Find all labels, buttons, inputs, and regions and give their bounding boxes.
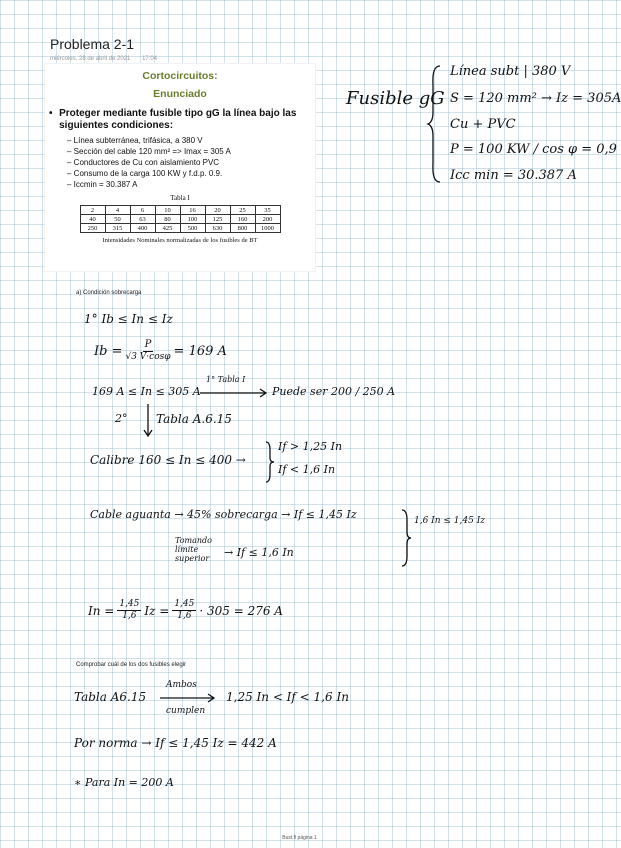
table-cell: 1000 xyxy=(255,224,280,233)
table-cell: 63 xyxy=(130,215,155,224)
table-cell: 10 xyxy=(155,206,180,215)
statement-clip xyxy=(45,64,315,271)
hw-line-7: → If ≤ 1,6 In xyxy=(224,546,294,559)
hw-line-9-bottom: cumplen xyxy=(166,706,206,716)
table-cell: 35 xyxy=(255,206,280,215)
page-footer: Bust.fl página 1 xyxy=(282,835,317,841)
hw-line-6: Cable aguanta → 45% sobrecarga → If ≤ 1,45 Iz xyxy=(90,508,357,521)
hw-line-1: 1° Ib ≤ In ≤ Iz xyxy=(84,312,173,326)
hw-line-3-lhs: 169 A ≤ In ≤ 305 A xyxy=(92,385,201,398)
hw-line-9-top: Ambos xyxy=(166,680,197,690)
ib-lhs: Ib = xyxy=(94,343,123,359)
ib-denominator: √3 V·cosφ xyxy=(125,352,171,362)
bullet-dot-icon: • xyxy=(49,108,53,119)
in-fraction-1 xyxy=(117,600,141,621)
in-f2-den: 1,6 xyxy=(177,611,192,621)
note-line: S = 120 mm² → Iz = 305A xyxy=(450,91,621,106)
table-row xyxy=(80,215,280,224)
fuse-label: Fusible gG xyxy=(346,88,445,109)
hw-line-3-rhs: Puede ser 200 / 250 A xyxy=(272,385,396,398)
in-f1-num: 1,45 xyxy=(119,599,140,609)
table-cell: 315 xyxy=(105,224,130,233)
clip-heading-1: Cortocircuitos: xyxy=(142,70,218,82)
notes-brace-icon xyxy=(428,64,442,184)
hw-line-9-lhs: Tabla A6.15 xyxy=(74,690,147,704)
page-title: Problema 2-1 xyxy=(50,36,135,52)
in-lhs: In = xyxy=(88,603,115,618)
condition-item: – Línea subterránea, trifásica, a 380 V xyxy=(67,135,315,146)
overload-brace-icon xyxy=(402,508,412,568)
down-arrow-icon xyxy=(143,404,153,438)
hw-line-5-b1: If > 1,25 In xyxy=(278,440,343,453)
page-date xyxy=(50,56,167,62)
table-cell: 800 xyxy=(230,224,255,233)
hw-line-10: Por norma → If ≤ 1,45 Iz = 442 A xyxy=(74,736,277,750)
hw-ib-formula xyxy=(94,340,227,362)
long-arrow-icon xyxy=(200,388,270,398)
table-cell: 200 xyxy=(255,215,280,224)
check-note: Comprobar cuál de los dos fusibles elegir xyxy=(76,662,187,668)
in-mid: Iz = xyxy=(144,603,170,618)
table-cell: 250 xyxy=(80,224,105,233)
date-text: miércoles, 28 de abril de 2021 xyxy=(50,56,131,62)
in-rhs: · 305 = 276 A xyxy=(199,603,283,618)
clip-bullet-text: Proteger mediante fusible tipo gG la línea bajo las siguientes condiciones: xyxy=(59,108,297,131)
table-cell: 425 xyxy=(155,224,180,233)
table-cell: 25 xyxy=(230,206,255,215)
table-caption: Tabla I xyxy=(170,194,190,202)
table-cell: 500 xyxy=(180,224,205,233)
table-cell: 16 xyxy=(180,206,205,215)
clip-heading-2: Enunciado xyxy=(153,88,207,100)
condition-item: – Consumo de la carga 100 KW y f.d.p. 0.9. xyxy=(67,168,315,179)
conditions-list xyxy=(45,135,315,190)
clip-bullet xyxy=(49,108,315,132)
condition-item: – Iccmin = 30.387 A xyxy=(67,179,315,190)
hw-line-4-num: 2° xyxy=(115,412,128,425)
table-cell: 400 xyxy=(130,224,155,233)
note-line: Icc min = 30.387 A xyxy=(450,168,577,183)
table-cell: 50 xyxy=(105,215,130,224)
ib-fraction xyxy=(125,340,170,362)
hw-line-11: ∗ Para In = 200 A xyxy=(74,776,174,789)
table-cell: 100 xyxy=(180,215,205,224)
table-cell: 630 xyxy=(205,224,230,233)
arrow-ambos-icon xyxy=(160,693,220,703)
hw-line-9-rhs: 1,25 In < If < 1,6 In xyxy=(226,690,349,704)
hw-in-formula xyxy=(88,600,283,621)
table-cell: 6 xyxy=(130,206,155,215)
table-footer: Intensidades Nominales normalizadas de los fusibles de BT xyxy=(102,237,258,244)
ib-rhs: = 169 A xyxy=(173,343,227,359)
note-line: Cu + PVC xyxy=(450,117,516,132)
hw-line-3-arrow-label: 1° Tabla I xyxy=(206,375,246,384)
note-line: P = 100 KW / cos φ = 0,9 xyxy=(450,142,617,157)
table-row xyxy=(80,224,280,233)
hw-line-6-side: 1,6 In ≤ 1,45 Iz xyxy=(414,516,485,526)
in-fraction-2 xyxy=(172,600,196,621)
table-cell: 2 xyxy=(80,206,105,215)
note-line: Línea subt | 380 V xyxy=(450,64,571,79)
hw-line-4-text: Tabla A.6.15 xyxy=(156,412,232,426)
table-cell: 40 xyxy=(80,215,105,224)
table-cell: 4 xyxy=(105,206,130,215)
table-cell: 80 xyxy=(155,215,180,224)
in-f2-num: 1,45 xyxy=(174,599,195,609)
table-cell: 20 xyxy=(205,206,230,215)
section-a-label: a) Condición sobrecarga xyxy=(76,290,142,296)
condition-item: – Conductores de Cu con aislamiento PVC xyxy=(67,157,315,168)
in-f1-den: 1,6 xyxy=(122,611,137,621)
table-cell: 160 xyxy=(230,215,255,224)
condition-item: – Sección del cable 120 mm² => Imax = 305 A xyxy=(67,146,315,157)
calibre-brace-icon xyxy=(266,440,276,484)
ib-numerator: P xyxy=(144,339,152,350)
hw-line-5: Calibre 160 ≤ In ≤ 400 → xyxy=(90,453,246,467)
time-text: 17:04 xyxy=(142,56,158,62)
hw-line-7-label: Tomando límite superior xyxy=(175,536,212,563)
table-cell: 125 xyxy=(205,215,230,224)
hw-line-5-b2: If < 1,6 In xyxy=(278,463,336,476)
fuse-ratings-table xyxy=(80,205,281,233)
table-row xyxy=(80,206,280,215)
